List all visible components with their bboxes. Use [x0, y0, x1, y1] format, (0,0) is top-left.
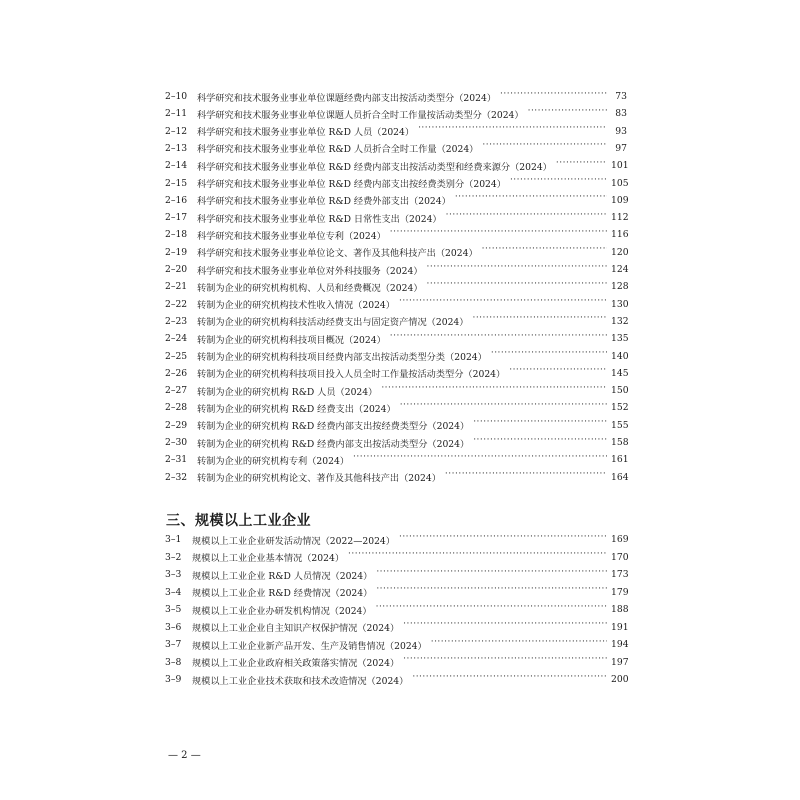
dot-leader: [427, 265, 607, 275]
dot-leader: [353, 455, 607, 465]
dot-leader: [403, 657, 607, 667]
toc-entry[interactable]: [165, 261, 627, 278]
toc-entry[interactable]: [165, 469, 627, 486]
dot-leader: [399, 299, 607, 309]
dot-leader: [445, 472, 607, 482]
toc-entry-page: 73: [615, 91, 627, 102]
toc-entry[interactable]: [165, 157, 627, 174]
page-number-footer: — 2 —: [168, 750, 201, 761]
toc-entry-number: 2–23: [165, 315, 188, 327]
toc-entry-number: 2–30: [165, 437, 188, 448]
toc-entry-page: 101: [611, 160, 629, 172]
dot-leader: [381, 386, 607, 396]
toc-entry[interactable]: [165, 584, 627, 601]
toc-entry-number: 2–31: [165, 454, 188, 466]
toc-entry-title: 规模以上工业企业研发活动情况（2022—2024）: [192, 535, 395, 547]
toc-entry-page: 145: [611, 367, 629, 379]
toc-entry-number: 2–25: [165, 350, 188, 362]
toc-entry-number: 2–29: [165, 419, 188, 431]
toc-entry-page: 140: [611, 350, 629, 362]
toc-entry[interactable]: [165, 330, 627, 347]
toc-entry-number: 2–11: [165, 108, 188, 120]
toc-entry-title: 科学研究和技术服务业事业单位 R&D 经费内部支出按活动类型和经费来源分（2024）: [197, 161, 552, 173]
toc-entry[interactable]: [165, 636, 627, 653]
dot-leader: [510, 178, 607, 188]
toc-entry-title: 转制为企业的研究机构 R&D 经费内部支出按经费类型分（2024）: [197, 421, 470, 433]
toc-entry-page: 83: [615, 108, 627, 120]
toc-entry-page: 188: [611, 604, 629, 615]
toc-entry[interactable]: [165, 382, 627, 399]
toc-entry-page: 97: [615, 142, 627, 154]
toc-entry-number: 2–19: [165, 246, 188, 258]
toc-entry-number: 2–14: [165, 160, 188, 172]
toc-entry-number: 2–13: [165, 142, 188, 154]
toc-entry-number: 2–18: [165, 229, 188, 241]
toc-entry[interactable]: [165, 123, 627, 140]
dot-leader: [473, 420, 607, 430]
toc-entry-number: 3–4: [165, 586, 182, 598]
toc-entry-page: 158: [611, 437, 629, 448]
toc-entry-title: 转制为企业的研究机构 R&D 经费内部支出按活动类型分（2024）: [197, 438, 470, 450]
toc-entry-number: 2–32: [165, 471, 188, 483]
toc-entry-title: 科学研究和技术服务业事业单位论文、著作及其他科技产出（2024）: [197, 248, 478, 260]
dot-leader: [418, 126, 607, 136]
toc-entry-title: 科学研究和技术服务业事业单位专利（2024）: [197, 230, 386, 242]
toc-entry-title: 规模以上工业企业 R&D 人员情况（2024）: [192, 570, 373, 582]
dot-leader: [509, 368, 607, 378]
toc-entry-page: 150: [611, 385, 629, 397]
toc-entry[interactable]: [165, 549, 627, 566]
dot-leader: [427, 282, 607, 292]
toc-entry[interactable]: [165, 209, 627, 226]
toc-entry-page: 128: [611, 281, 629, 293]
toc-entry[interactable]: [165, 140, 627, 157]
toc-entry-page: 194: [611, 639, 629, 650]
toc-entry-number: 2–21: [165, 281, 188, 293]
toc-entry-page: 132: [611, 315, 629, 327]
toc-entry-number: 3–3: [165, 569, 182, 580]
toc-entry-page: 200: [611, 674, 629, 685]
toc-entry-title: 转制为企业的研究机构科技项目概况（2024）: [197, 334, 386, 346]
toc-entry-number: 3–9: [165, 674, 182, 685]
toc-entry-title: 科学研究和技术服务业事业单位 R&D 人员折合全时工作量（2024）: [197, 144, 479, 156]
toc-entry-title: 科学研究和技术服务业事业单位 R&D 经费外部支出（2024）: [197, 196, 451, 208]
toc-entry-page: 179: [611, 586, 629, 598]
toc-entry-number: 3–8: [165, 656, 182, 668]
toc-entry-number: 2–24: [165, 333, 188, 345]
toc-entry-title: 规模以上工业企业基本情况（2024）: [192, 553, 345, 564]
toc-entry-page: 112: [611, 212, 629, 224]
dot-leader: [446, 213, 607, 223]
toc-entry-number: 2–27: [165, 385, 188, 397]
toc-entry-page: 120: [611, 246, 629, 258]
dot-leader: [491, 351, 607, 361]
dot-leader: [390, 230, 607, 240]
toc-entry-number: 2–26: [165, 367, 188, 379]
toc-entry[interactable]: [165, 417, 627, 434]
section-heading: 三、规模以上工业企业: [166, 513, 311, 529]
dot-leader: [528, 109, 607, 119]
toc-entry-page: 130: [611, 298, 629, 310]
toc-entry-page: 109: [611, 194, 629, 206]
toc-entry-page: 93: [615, 125, 627, 137]
toc-entry[interactable]: [165, 175, 627, 192]
toc-entry-page: 191: [611, 621, 629, 633]
dot-leader: [412, 675, 607, 685]
toc-entry-title: 规模以上工业企业政府相关政策落实情况（2024）: [192, 658, 400, 669]
toc-entry-page: 170: [611, 551, 629, 563]
toc-entry[interactable]: [165, 566, 627, 583]
toc-entry-title: 规模以上工业企业 R&D 经费情况（2024）: [192, 588, 373, 599]
toc-entry-page: 116: [611, 229, 629, 241]
toc-entry[interactable]: [165, 654, 627, 671]
toc-entry[interactable]: [165, 399, 627, 416]
toc-entry[interactable]: [165, 192, 627, 209]
dot-leader: [376, 570, 607, 580]
toc-entry-title: 转制为企业的研究机构技术性收入情况（2024）: [197, 300, 395, 312]
dot-leader: [473, 438, 607, 448]
dot-leader: [556, 161, 607, 171]
toc-entry-page: 169: [611, 534, 629, 545]
toc-entry-page: 135: [611, 333, 629, 345]
toc-entry-number: 2–22: [165, 298, 188, 310]
toc-entry[interactable]: [165, 296, 627, 313]
toc-entry-title: 规模以上工业企业新产品开发、生产及销售情况（2024）: [192, 640, 427, 652]
toc-entry-title: 规模以上工业企业技术获取和技术改造情况（2024）: [192, 675, 409, 687]
toc-entry-number: 2–20: [165, 264, 188, 275]
toc-entry-page: 124: [611, 264, 629, 275]
toc-entry-page: 152: [611, 402, 629, 414]
dot-leader: [390, 334, 607, 344]
toc-entry-title: 科学研究和技术服务业事业单位 R&D 人员（2024）: [197, 127, 415, 139]
toc-entry[interactable]: [165, 348, 627, 365]
toc-entry-page: 105: [611, 177, 629, 189]
toc-entry-number: 2–12: [165, 125, 188, 137]
toc-entry[interactable]: [165, 278, 627, 295]
toc-entry[interactable]: [165, 601, 627, 618]
dot-leader: [376, 587, 607, 597]
toc-entry-page: 173: [611, 569, 629, 580]
toc-entry-title: 规模以上工业企业办研发机构情况（2024）: [192, 605, 372, 617]
toc-entry-title: 科学研究和技术服务业事业单位 R&D 经费内部支出按经费类别分（2024）: [197, 179, 506, 190]
toc-entry-number: 2–15: [165, 177, 188, 189]
toc-entry-number: 3–5: [165, 604, 182, 615]
toc-entry-title: 转制为企业的研究机构 R&D 经费支出（2024）: [197, 403, 396, 415]
toc-entry-title: 转制为企业的研究机构机构、人员和经费概况（2024）: [197, 282, 423, 294]
toc-entry[interactable]: [165, 105, 627, 122]
toc-entry-title: 科学研究和技术服务业事业单位对外科技服务（2024）: [197, 265, 423, 277]
toc-entry-title: 科学研究和技术服务业事业单位 R&D 日常性支出（2024）: [197, 213, 442, 225]
toc-entry-number: 3–2: [165, 551, 182, 563]
toc-entry[interactable]: [165, 313, 627, 330]
toc-entry[interactable]: [165, 244, 627, 261]
toc-entry-title: 转制为企业的研究机构科技项目投入人员全时工作量按活动类型分（2024）: [197, 369, 506, 381]
dot-leader: [348, 552, 607, 562]
toc-entry-title: 规模以上工业企业自主知识产权保护情况（2024）: [192, 623, 400, 634]
dot-leader: [376, 605, 607, 615]
dot-leader: [431, 640, 607, 650]
toc-entry-title: 科学研究和技术服务业事业单位课题人员折合全时工作量按活动类型分（2024）: [197, 109, 524, 121]
toc-entry[interactable]: [165, 226, 627, 243]
toc-entry[interactable]: [165, 531, 627, 548]
toc-entry-title: 转制为企业的研究机构论文、著作及其他科技产出（2024）: [197, 473, 441, 485]
dot-leader: [482, 143, 607, 153]
toc-entry-title: 转制为企业的研究机构科技活动经费支出与固定资产情况（2024）: [197, 317, 469, 329]
toc-entry-number: 3–1: [165, 534, 182, 545]
dot-leader: [455, 195, 607, 205]
toc-entry-number: 2–28: [165, 402, 188, 414]
dot-leader: [482, 247, 607, 257]
toc-entry[interactable]: [165, 88, 627, 105]
dot-leader: [400, 403, 607, 413]
toc-entry-title: 转制为企业的研究机构专利（2024）: [197, 455, 350, 467]
toc-entry-number: 3–7: [165, 639, 182, 650]
toc-entry-number: 2–16: [165, 194, 188, 206]
dot-leader: [399, 535, 607, 545]
toc-entry[interactable]: [165, 434, 627, 451]
toc-entry[interactable]: [165, 619, 627, 636]
toc-entry-page: 197: [611, 656, 629, 668]
toc-entry-page: 161: [611, 454, 629, 466]
toc-entry[interactable]: [165, 671, 627, 688]
toc-entry-title: 转制为企业的研究机构科技项目经费内部支出按活动类型分类（2024）: [197, 352, 487, 363]
dot-leader: [472, 316, 607, 326]
dot-leader: [403, 622, 607, 632]
dot-leader: [500, 92, 607, 102]
toc-entry-page: 164: [611, 471, 629, 483]
toc-entry-number: 2–17: [165, 212, 188, 224]
toc-entry[interactable]: [165, 365, 627, 382]
toc-entry-title: 转制为企业的研究机构 R&D 人员（2024）: [197, 386, 378, 398]
toc-entry-number: 2–10: [165, 91, 188, 102]
toc-entry-title: 科学研究和技术服务业事业单位课题经费内部支出按活动类型分（2024）: [197, 92, 497, 104]
toc-entry-number: 3–6: [165, 621, 182, 633]
toc-entry[interactable]: [165, 451, 627, 468]
toc-entry-page: 155: [611, 419, 629, 431]
